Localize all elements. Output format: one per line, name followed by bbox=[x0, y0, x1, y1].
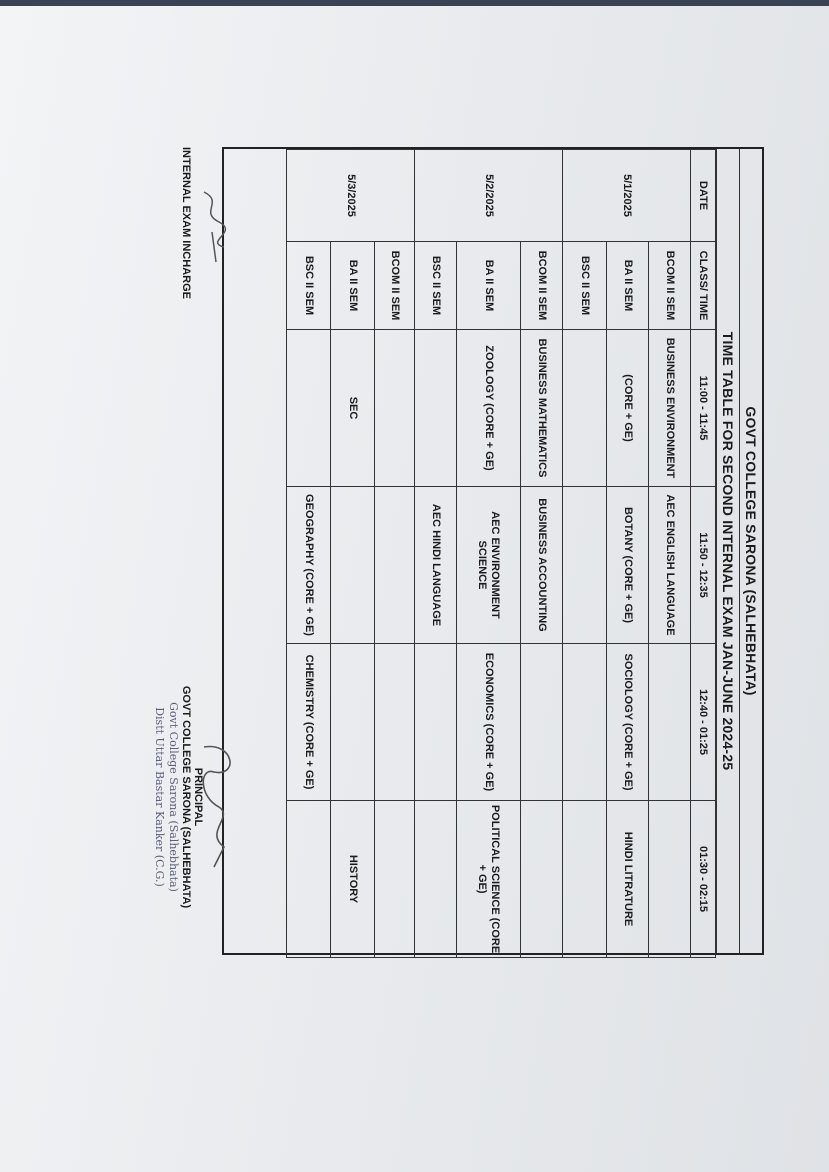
subject-cell bbox=[563, 644, 607, 801]
paper-sheet bbox=[0, 6, 829, 1172]
table-row bbox=[457, 150, 521, 958]
subject-cell bbox=[375, 801, 415, 958]
col-header: DATE bbox=[691, 150, 716, 242]
principal-signature-block bbox=[64, 647, 204, 947]
subject-cell bbox=[331, 644, 375, 801]
subject-cell bbox=[415, 801, 457, 958]
col-header: CLASS/ TIME bbox=[691, 242, 716, 330]
rotated-document bbox=[153, 147, 764, 955]
college-title: GOVT COLLEGE SARONA (SALHEBHATA) bbox=[739, 149, 762, 953]
principal-label: PRINCIPAL bbox=[192, 767, 204, 827]
incharge-label: INTERNAL EXAM INCHARGE bbox=[180, 147, 192, 299]
subject-cell: AEC ENVIRONMENT SCIENCE bbox=[457, 487, 521, 644]
subject-cell bbox=[375, 644, 415, 801]
subject-cell: (CORE + GE) bbox=[607, 330, 649, 487]
subject-cell: AEC HINDI LANGUAGE bbox=[415, 487, 457, 644]
date-cell: 5/1/2025 bbox=[563, 150, 691, 242]
date-cell: 5/3/2025 bbox=[287, 150, 415, 242]
subject-cell bbox=[375, 487, 415, 644]
subject-cell bbox=[649, 801, 691, 958]
class-cell: BSC II SEM bbox=[415, 242, 457, 330]
table-row bbox=[649, 150, 691, 958]
principal-org: GOVT COLLEGE SARONA (SALHEBHATA) bbox=[180, 685, 192, 909]
table-row bbox=[563, 150, 607, 958]
class-cell: BA II SEM bbox=[331, 242, 375, 330]
subject-cell bbox=[287, 801, 331, 958]
stamp-line-1: Govt College Sarona (Salhebhata) bbox=[167, 702, 180, 892]
class-cell: BA II SEM bbox=[457, 242, 521, 330]
subject-cell: CHEMISTRY (CORE + GE) bbox=[287, 644, 331, 801]
subject-cell bbox=[563, 330, 607, 487]
subject-cell: HINDI LITRATURE bbox=[607, 801, 649, 958]
subject-cell bbox=[287, 330, 331, 487]
subject-cell: HISTORY bbox=[331, 801, 375, 958]
class-cell: BCOM II SEM bbox=[649, 242, 691, 330]
class-cell: BA II SEM bbox=[607, 242, 649, 330]
schedule-table bbox=[286, 149, 716, 958]
subject-cell bbox=[563, 487, 607, 644]
col-header: 01:30 - 02:15 bbox=[691, 801, 716, 958]
subject-cell: POLITICAL SCIENCE (CORE + GE) bbox=[457, 801, 521, 958]
subject-cell bbox=[521, 801, 563, 958]
subject-cell: ECONOMICS (CORE + GE) bbox=[457, 644, 521, 801]
subject-cell: SOCIOLOGY (CORE + GE) bbox=[607, 644, 649, 801]
subject-cell: BOTANY (CORE + GE) bbox=[607, 487, 649, 644]
table-row bbox=[607, 150, 649, 958]
table-row bbox=[521, 150, 563, 958]
class-cell: BCOM II SEM bbox=[521, 242, 563, 330]
subject-cell: GEOGRAPHY (CORE + GE) bbox=[287, 487, 331, 644]
table-row bbox=[375, 150, 415, 958]
subject-cell bbox=[415, 330, 457, 487]
exam-title: TIME TABLE FOR SECOND INTERNAL EXAM JAN-JUNE 2024-25 bbox=[716, 149, 739, 953]
date-cell: 5/2/2025 bbox=[415, 150, 563, 242]
table-row bbox=[415, 150, 457, 958]
subject-cell bbox=[375, 330, 415, 487]
subject-cell: AEC ENGLISH LANGUAGE bbox=[649, 487, 691, 644]
incharge-signature bbox=[194, 187, 234, 267]
subject-cell bbox=[331, 487, 375, 644]
subject-cell bbox=[415, 644, 457, 801]
col-header: 12:40 - 01:25 bbox=[691, 644, 716, 801]
subject-cell: BUSINESS ACCOUNTING bbox=[521, 487, 563, 644]
subject-cell: ZOOLOGY (CORE + GE) bbox=[457, 330, 521, 487]
col-header: 11:50 - 12:35 bbox=[691, 487, 716, 644]
table-row bbox=[287, 150, 331, 958]
incharge-signature-block bbox=[164, 147, 204, 377]
header-row bbox=[691, 150, 716, 958]
col-header: 11:00 - 11:45 bbox=[691, 330, 716, 487]
subject-cell bbox=[563, 801, 607, 958]
subject-cell bbox=[521, 644, 563, 801]
subject-cell bbox=[649, 644, 691, 801]
subject-cell: BUSINESS ENVIRONMENT bbox=[649, 330, 691, 487]
table-row bbox=[331, 150, 375, 958]
timetable bbox=[222, 147, 764, 955]
subject-cell: BUSINESS MATHEMATICS bbox=[521, 330, 563, 487]
subject-cell: SEC bbox=[331, 330, 375, 487]
class-cell: BSC II SEM bbox=[287, 242, 331, 330]
principal-signature bbox=[194, 737, 244, 877]
class-cell: BSC II SEM bbox=[563, 242, 607, 330]
class-cell: BCOM II SEM bbox=[375, 242, 415, 330]
stamp-line-2: Distt Uttar Bastar Kanker (C.G.) bbox=[153, 707, 166, 887]
